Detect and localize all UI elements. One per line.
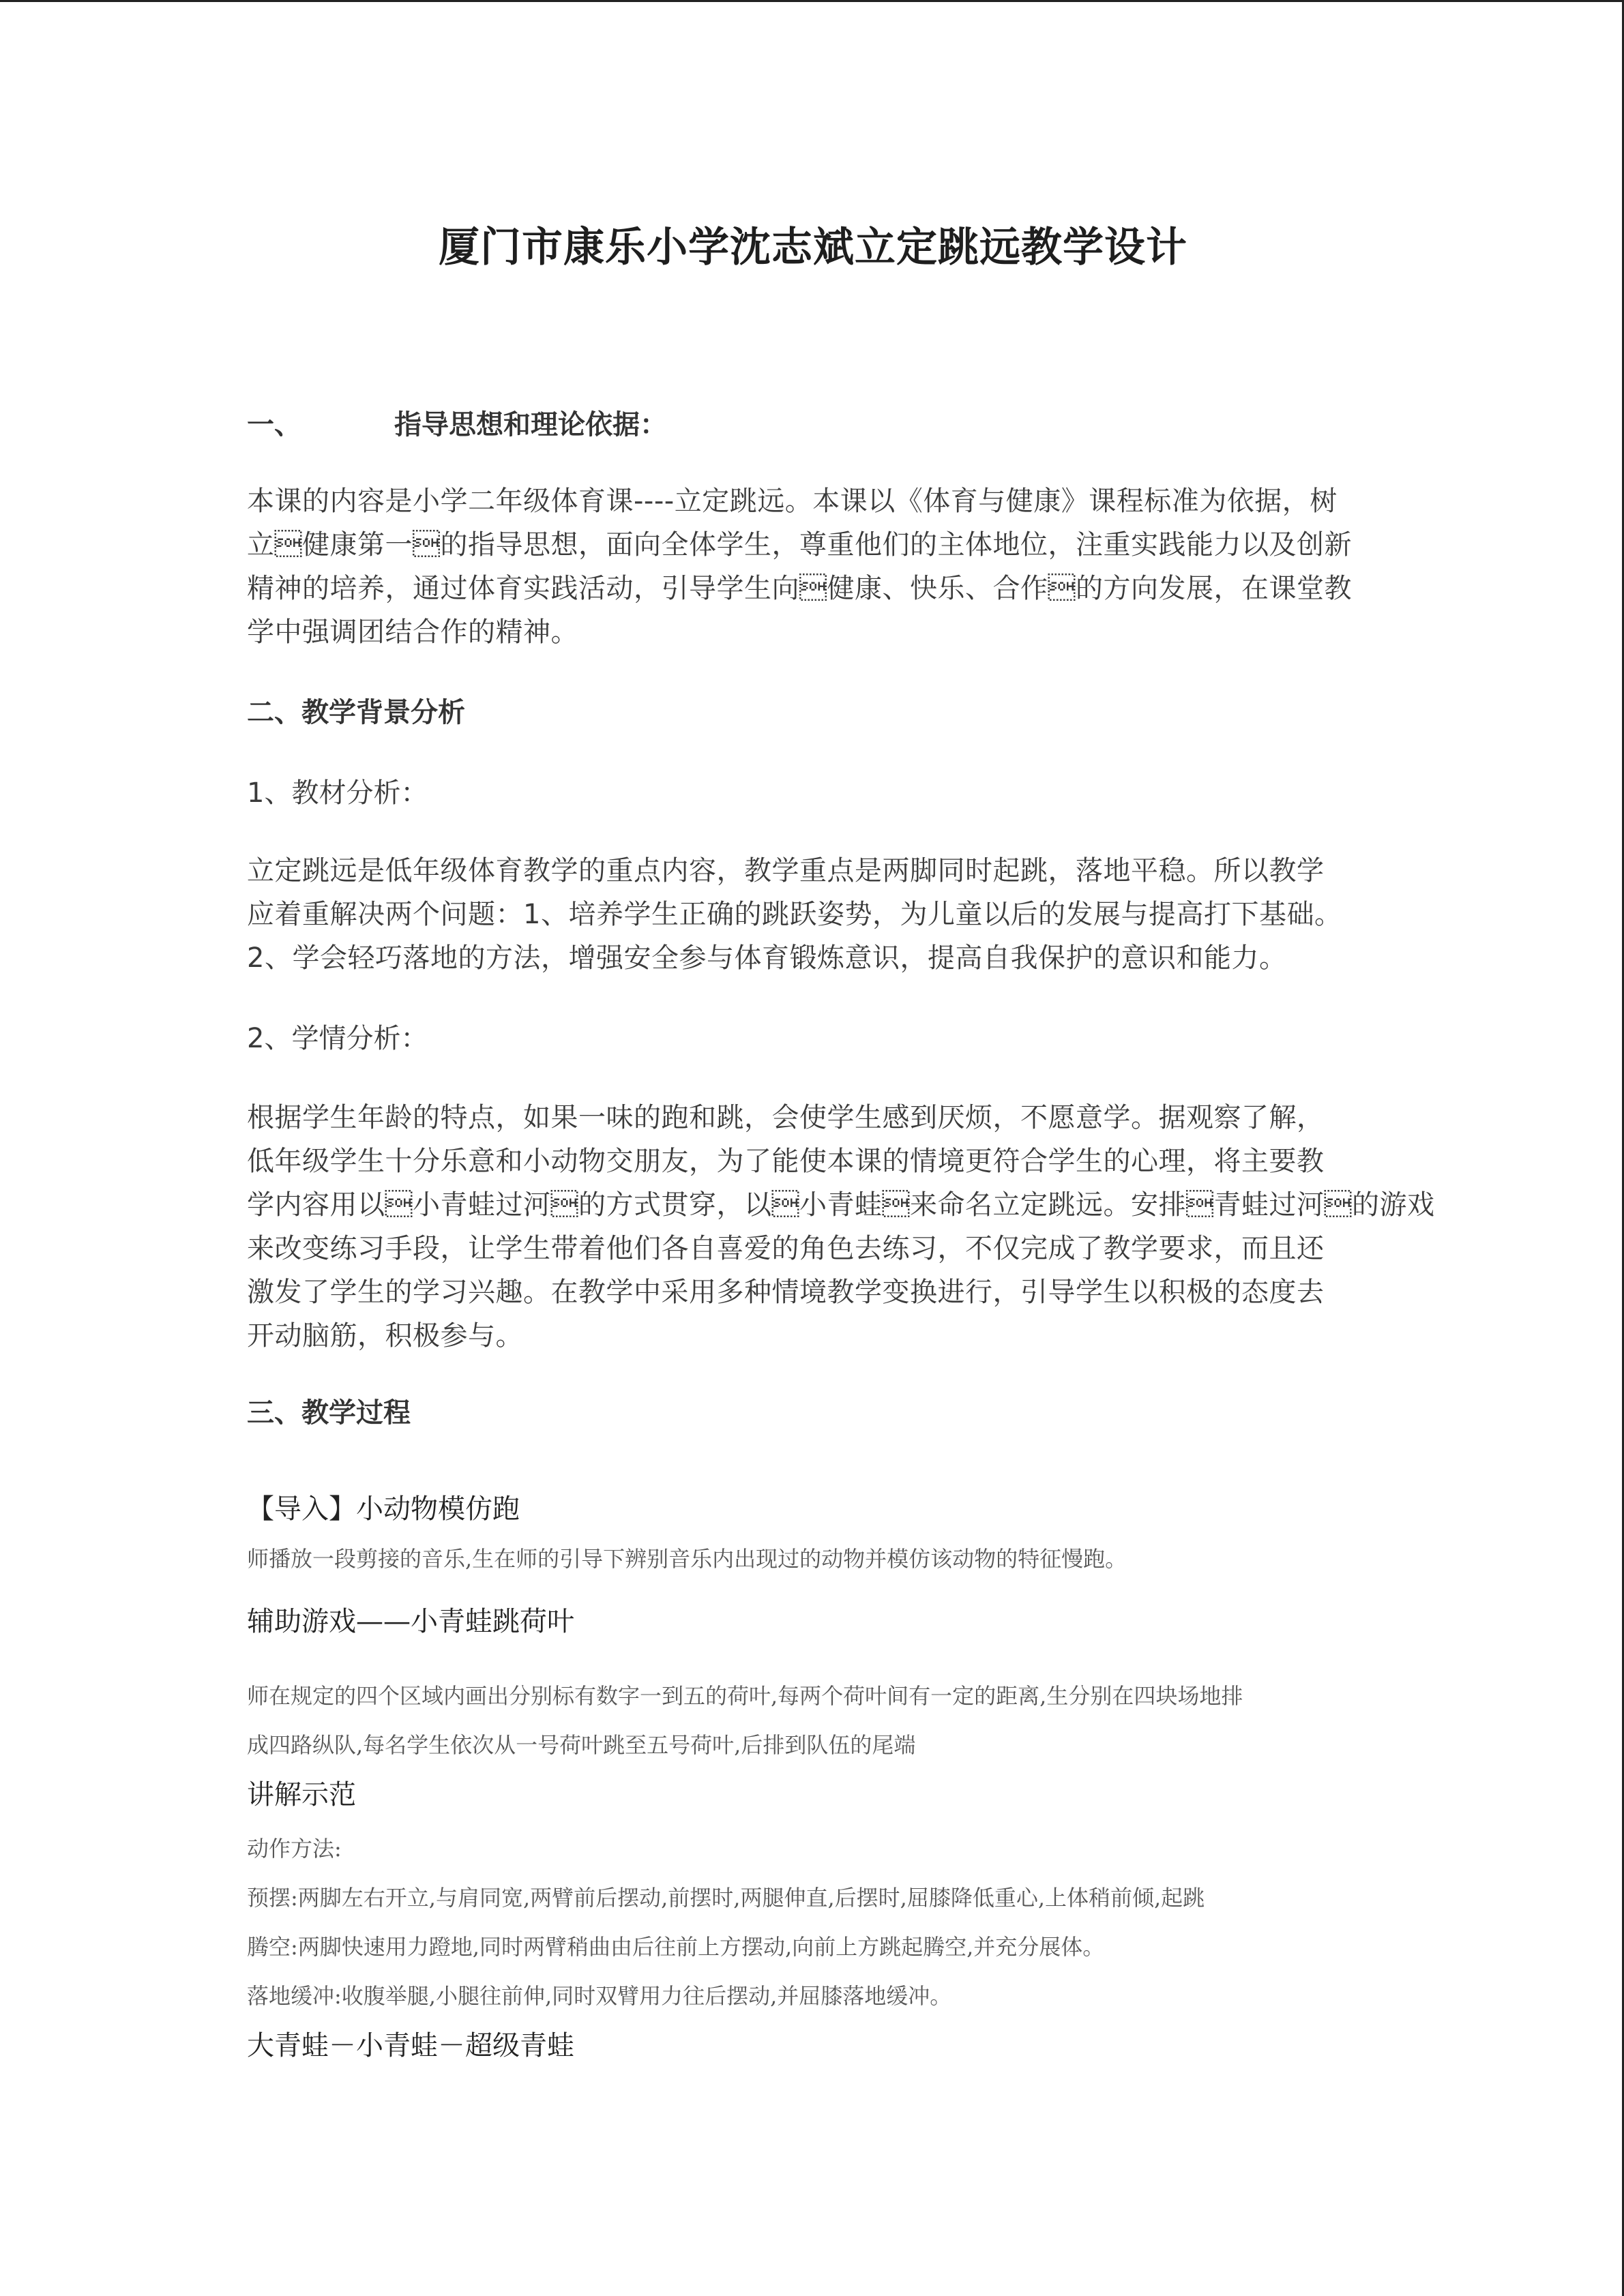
game-text <box>247 1671 1379 1770</box>
method-line: 落地缓冲:收腹举腿,小腿往前伸,同时双臂用力往后摆动,并屈膝落地缓冲。 <box>247 1983 952 2009</box>
paragraph-line: 立定跳远是低年级体育教学的重点内容，教学重点是两脚同时起跳，落地平稳。所以教学 <box>247 855 1325 886</box>
section1-paragraph <box>247 479 1379 654</box>
frog-title: 大青蛙－小青蛙－超级青蛙 <box>247 2030 574 2061</box>
paragraph-line: 低年级学生十分乐意和小动物交朋友，为了能使本课的情境更符合学生的心理，将主要教 <box>247 1146 1325 1177</box>
paragraph-line: 开动脑筋，积极参与。 <box>247 1320 523 1352</box>
method-line: 腾空:两脚快速用力蹬地,同时两臂稍曲由后往前上方摆动,向前上方跳起腾空,并充分展体。 <box>247 1934 1105 1960</box>
section2-sub2-title: 2、学情分析： <box>247 1023 428 1054</box>
section2-sub2-paragraph <box>247 1096 1435 1358</box>
paragraph-line: 本课的内容是小学二年级体育课----立定跳远。本课以《体育与健康》课程标准为依据，树 <box>247 486 1338 517</box>
page-top-border <box>0 0 1624 2</box>
section1-number: 一、 <box>247 409 301 441</box>
paragraph-line: 来改变练习手段，让学生带着他们各自喜爱的角色去练习，不仅完成了教学要求，而且还 <box>247 1233 1325 1264</box>
document-title: 厦门市康乐小学沈志斌立定跳远教学设计 <box>439 224 1187 271</box>
game-title: 辅助游戏——小青蛙跳荷叶 <box>247 1606 574 1637</box>
section3-heading: 三、教学过程 <box>247 1397 411 1429</box>
section2-sub1-paragraph <box>247 849 1379 980</box>
paragraph-line: 应着重解决两个问题：1、培养学生正确的跳跃姿势，为儿童以后的发展与提高打下基础。 <box>247 899 1342 930</box>
method-line: 预摆:两脚左右开立,与肩同宽,两臂前后摆动,前摆时,两腿伸直,后摆时,屈膝降低重心,上体稍前倾,起跳 <box>247 1885 1205 1911</box>
method-text <box>247 1824 1379 2021</box>
game-text-line: 师在规定的四个区域内画出分别标有数字一到五的荷叶,每两个荷叶间有一定的距离,生分别在四块场地排 <box>247 1683 1243 1709</box>
intro-text: 师播放一段剪接的音乐,生在师的引导下辨别音乐内出现过的动物并模仿该动物的特征慢跑。 <box>247 1546 1127 1572</box>
section1-title: 指导思想和理论依据： <box>394 409 667 441</box>
paragraph-line: 学内容用以小青蛙过河的方式贯穿，以小青蛙来命名立定跳远。安排青蛙过河的游戏 <box>247 1189 1435 1221</box>
intro-title: 【导入】小动物模仿跑 <box>247 1493 520 1525</box>
game-text-line: 成四路纵队,每名学生依次从一号荷叶跳至五号荷叶,后排到队伍的尾端 <box>247 1732 916 1758</box>
paragraph-line: 2、学会轻巧落地的方法，增强安全参与体育锻炼意识，提高自我保护的意识和能力。 <box>247 942 1287 974</box>
section2-heading: 二、教学背景分析 <box>247 697 465 728</box>
section1-heading <box>247 404 1379 445</box>
paragraph-line: 激发了学生的学习兴趣。在教学中采用多种情境教学变换进行，引导学生以积极的态度去 <box>247 1277 1325 1308</box>
paragraph-line: 根据学生年龄的特点，如果一味的跑和跳，会使学生感到厌烦，不愿意学。据观察了解， <box>247 1102 1325 1133</box>
demo-title: 讲解示范 <box>247 1779 356 1810</box>
section2-sub1-title: 1、教材分析： <box>247 777 428 809</box>
paragraph-line: 精神的培养，通过体育实践活动，引导学生向健康、快乐、合作的方向发展，在课堂教 <box>247 573 1352 604</box>
paragraph-line: 学中强调团结合作的精神。 <box>247 616 578 648</box>
method-label: 动作方法: <box>247 1836 342 1862</box>
paragraph-line: 立健康第一的指导思想，面向全体学生，尊重他们的主体地位，注重实践能力以及创新 <box>247 529 1352 561</box>
